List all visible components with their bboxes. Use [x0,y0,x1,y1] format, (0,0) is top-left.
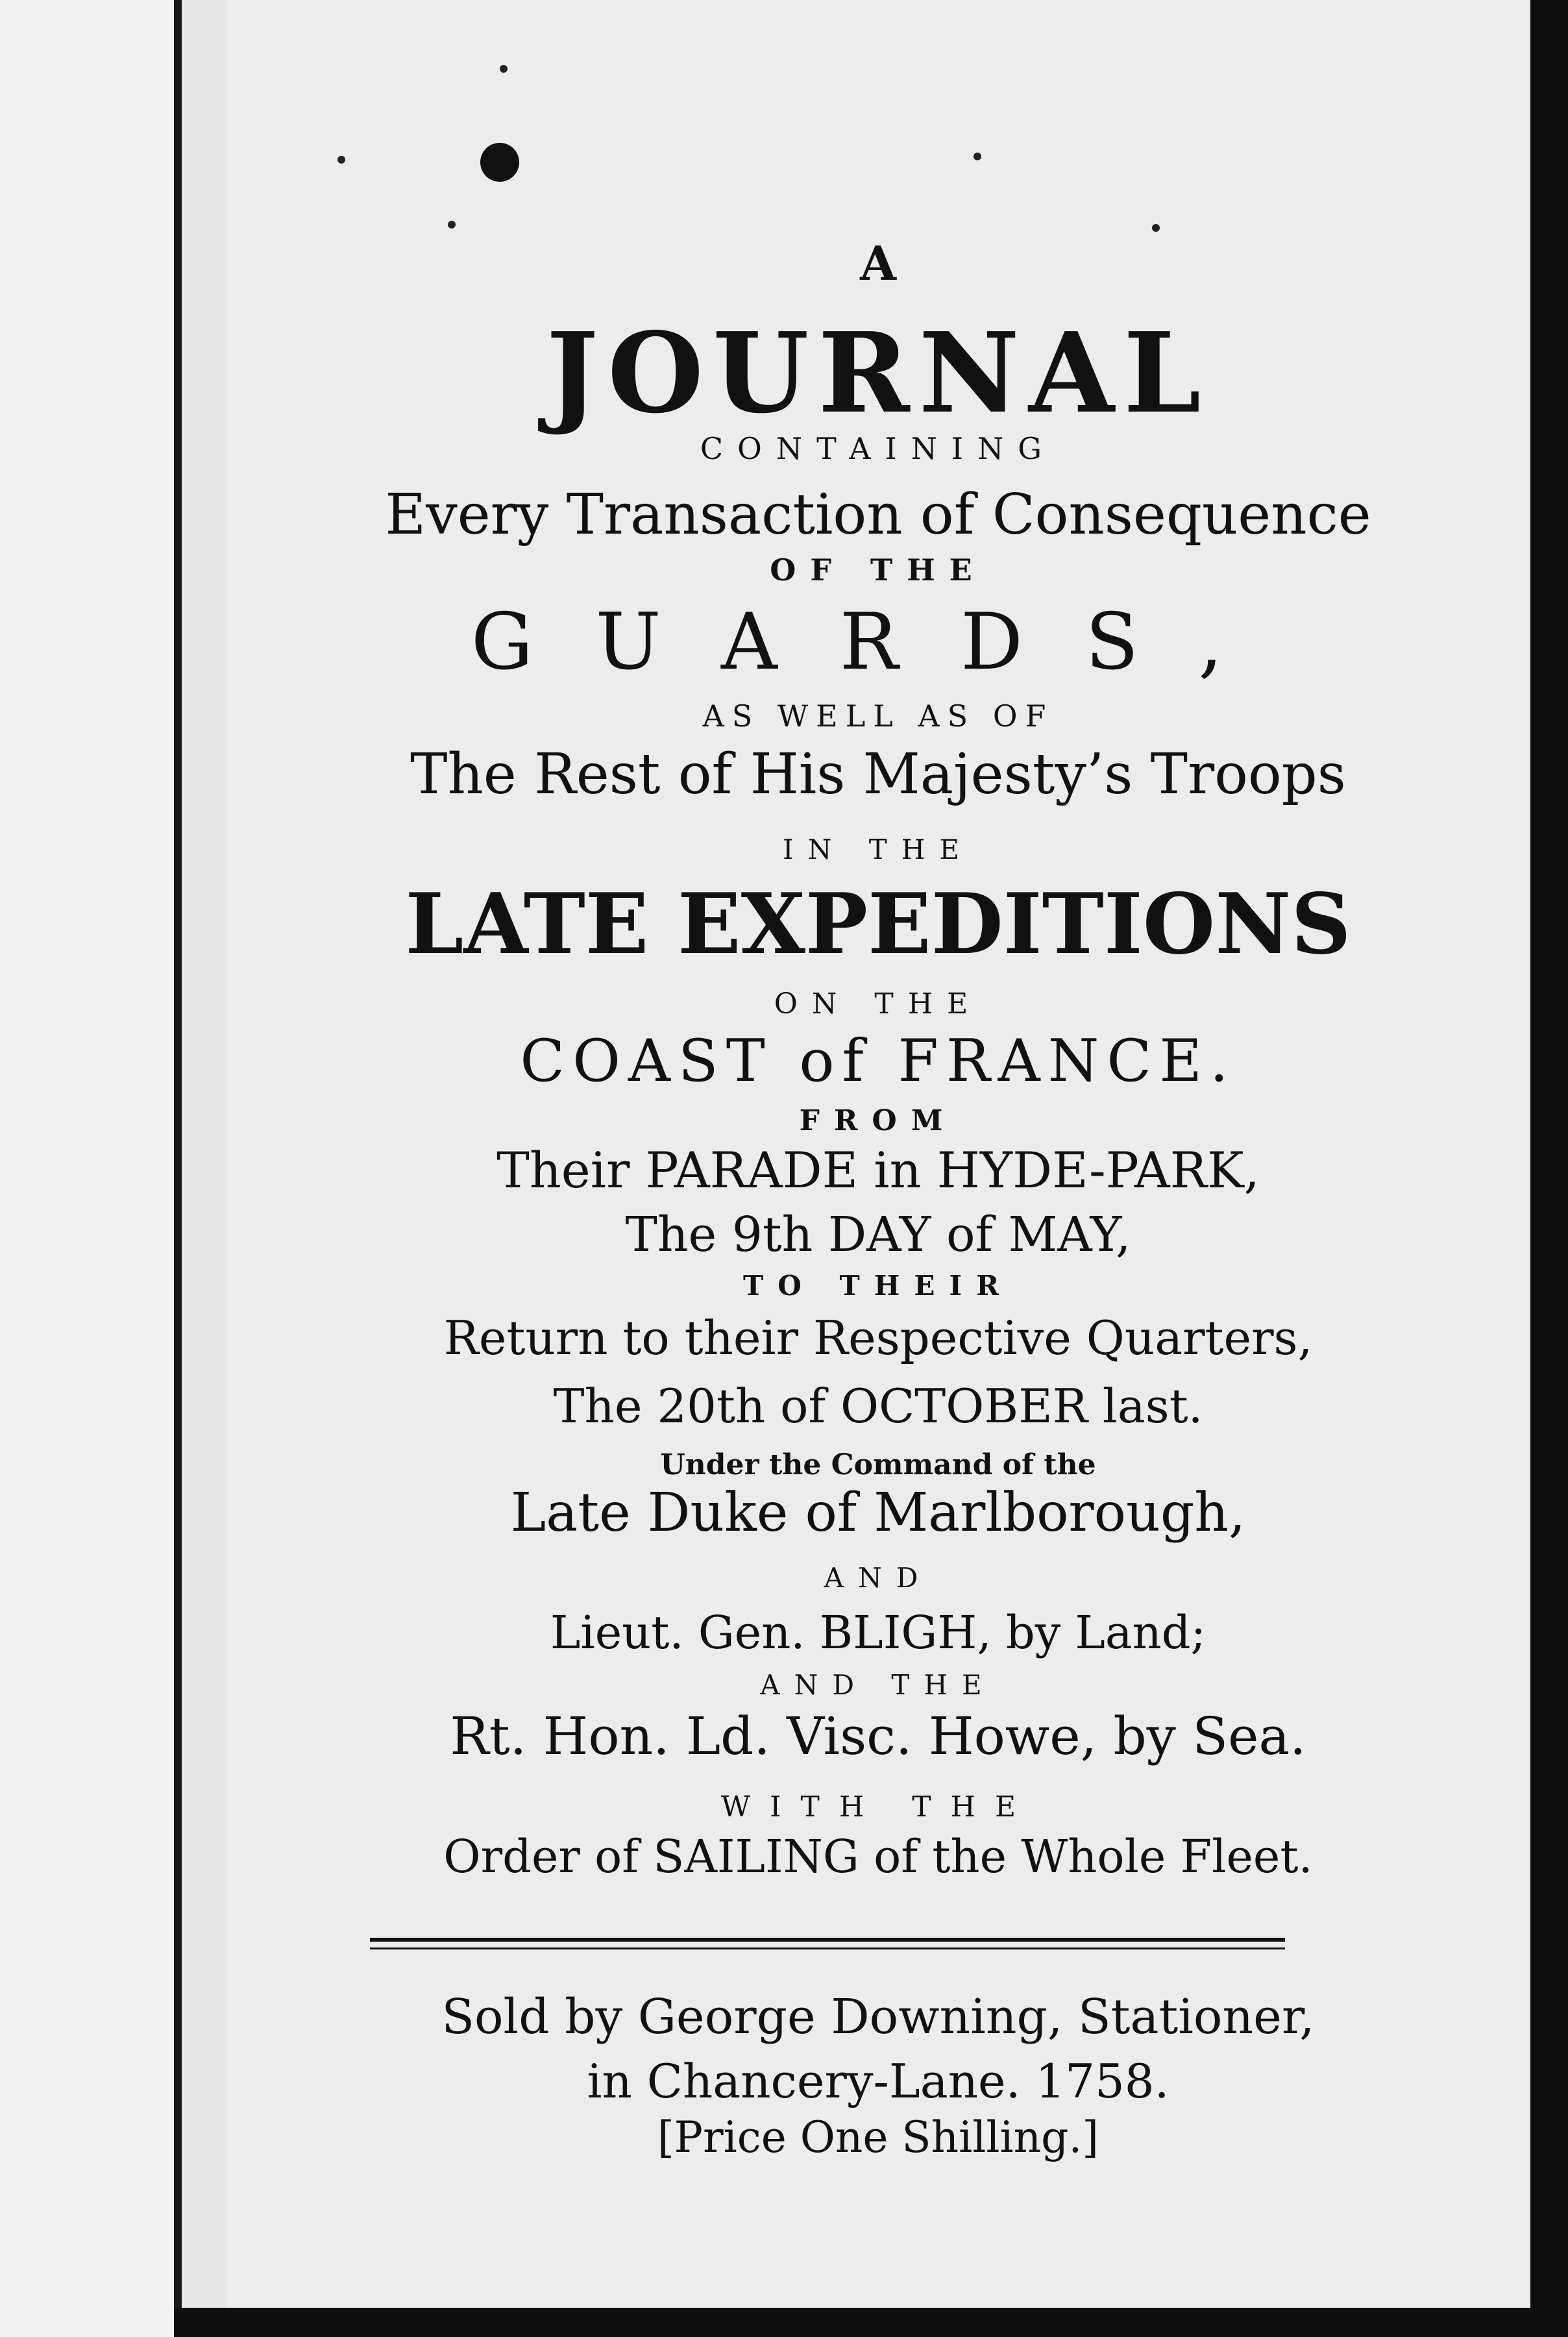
title-duke-of-marlborough: Late Duke of Marlborough, [510,1482,1246,1544]
title-every-transaction: Every Transaction of Consequence [385,482,1371,547]
title-on-the: ON THE [774,987,983,1020]
title-20th-of-october: The 20th of OCTOBER last. [553,1379,1203,1433]
ink-speck [337,156,345,164]
title-visc-howe: Rt. Hon. Ld. Visc. Howe, by Sea. [450,1706,1306,1766]
title-rest-of-troops: The Rest of His Majesty’s Troops [410,742,1346,807]
ink-speck [448,221,456,229]
title-to-their: TO THEIR [743,1270,1013,1302]
page-margin-shadow [182,0,226,2337]
right-scan-edge [1530,0,1568,2337]
title-order-of-sailing: Order of SAILING of the Whole Fleet. [443,1830,1313,1883]
title-and-the: AND THE [760,1669,996,1701]
imprint-chancery-lane: in Chancery-Lane. 1758. [587,2054,1170,2108]
double-rule-bottom [370,1948,1285,1949]
title-containing: CONTAINING [700,431,1057,466]
title-under-the-command: Under the Command of the [660,1448,1096,1481]
title-article: A [860,236,896,291]
title-9th-day-of-may: The 9th DAY of MAY, [625,1207,1131,1263]
facing-page [0,0,174,2337]
title-in-the: IN THE [783,834,974,865]
imprint-sold-by: Sold by George Downing, Stationer, [441,1989,1315,2045]
ink-ornament-icon [480,143,519,182]
binding-gutter [174,0,182,2337]
ink-speck [1152,224,1160,232]
title-with-the: WITH THE [720,1790,1036,1824]
title-guards: GUARDS, [471,597,1286,687]
title-lieut-gen-bligh: Lieut. Gen. BLIGH, by Land; [550,1606,1207,1659]
title-their-parade: Their PARADE in HYDE-PARK, [496,1141,1260,1199]
ink-speck [500,65,508,73]
imprint-price: [Price One Shilling.] [657,2112,1099,2162]
title-journal: JOURNAL [546,308,1210,438]
title-from: FROM [799,1104,957,1137]
title-coast-of-france: COAST of FRANCE. [520,1027,1236,1095]
title-late-expeditions: LATE EXPEDITIONS [405,876,1351,973]
double-rule-top [370,1938,1285,1942]
ink-speck [974,153,981,160]
title-and-1: AND [824,1562,933,1594]
title-of-the: OF THE [770,552,986,587]
title-as-well-as-of: AS WELL AS OF [702,699,1054,734]
bottom-scan-edge [174,2308,1568,2337]
title-return-to-quarters: Return to their Respective Quarters, [443,1311,1313,1365]
